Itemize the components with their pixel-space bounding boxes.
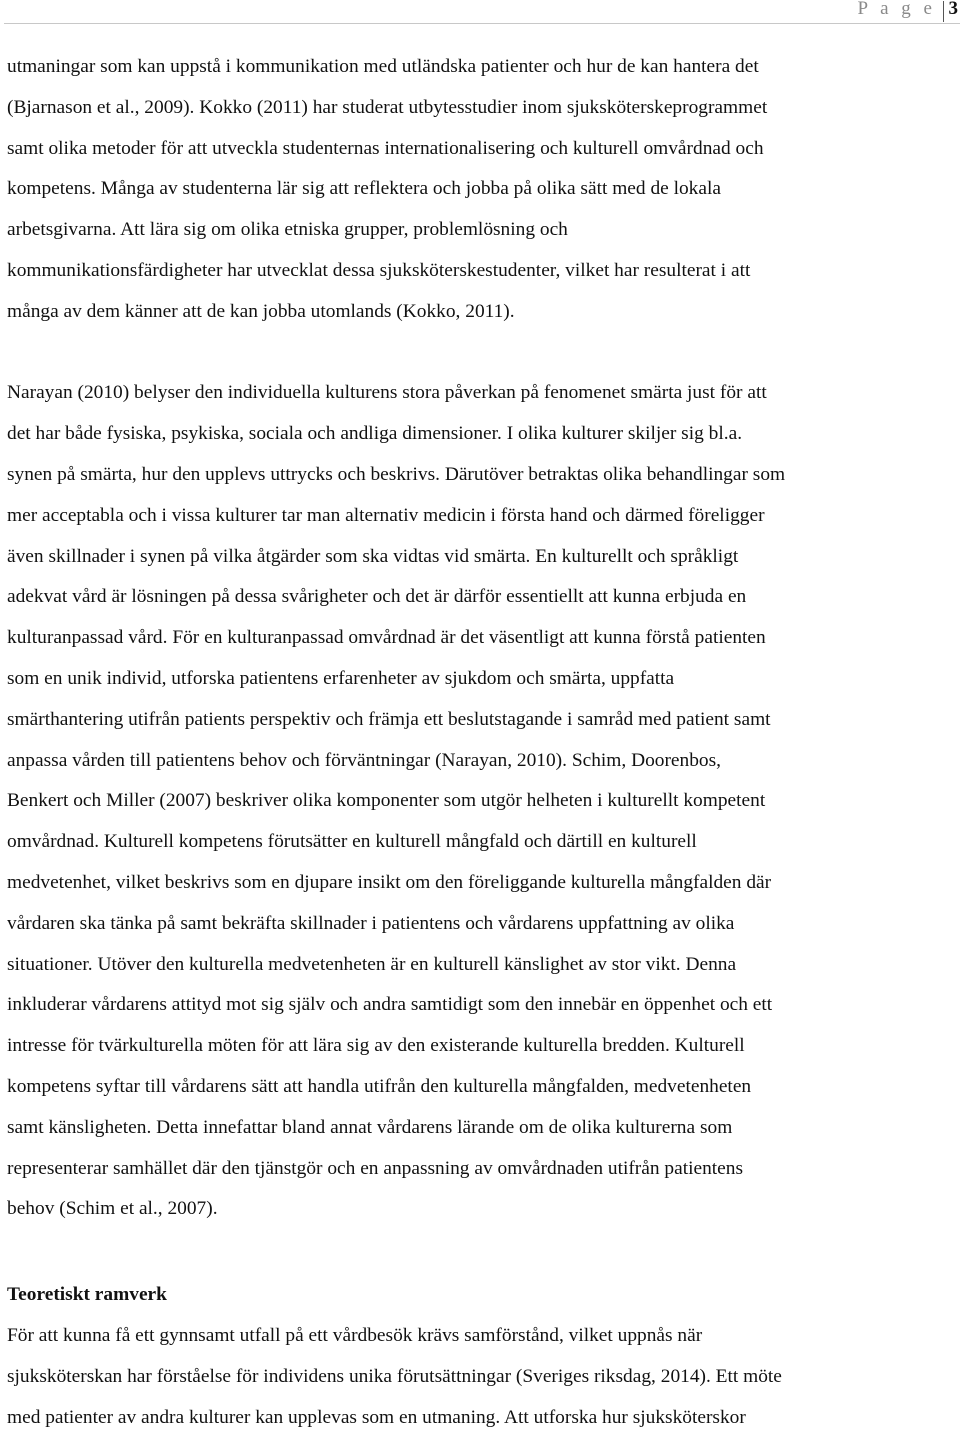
page-number-divider xyxy=(943,1,944,22)
paragraph-cultural-competence: Narayan (2010) belyser den individuella kulturens stora påverkan på fenomenet smärta just för att det har både fysiska, psykiska, sociala och andliga dimensioner. I olika kulturer skiljer sig bl.a. synen på smärta, hur den upplevs uttrycks och beskrivs. Därutöver betraktas olika behandlingar som mer acceptabla och i vissa kulturer tar man alternativ medicin i första hand och därmed föreligger även skillnader i synen på vilka åtgärder som ska vidtas vid smärta. En kulturellt och språkligt adekvat vård är lösningen på dessa svårigheter och det är därför essentiellt att kunna erbjuda en kulturanpassad vård. För en kulturanpassad omvårdnad är det väsentligt att kunna förstå patienten som en unik individ, utforska patientens erfarenheter av sjukdom och smärta, uppfatta smärthantering utifrån patients perspektiv och främja ett beslutstagande i samråd med patient samt anpassa vården till patientens behov och förväntningar (Narayan, 2010). Schim, Doorenbos, Benkert och Miller (2007) beskriver olika komponenter som utgör helheten i kulturellt kompetent omvårdnad. Kulturell kompetens förutsätter en kulturell mångfald och därtill en kulturell medvetenhet, vilket beskrivs som en djupare insikt om den föreliggande kulturella mångfalden där vårdaren ska tänka på samt bekräfta skillnader i patientens och vårdarens uppfattning av olika situationer. Utöver den kulturella medvetenheten är en kulturell känslighet av stor vikt. Denna inkluderar vårdarens attityd mot sig själv och andra samtidigt som den innebär en öppenhet och ett intresse för tvärkulturella möten för att lära sig av den existerande kulturella bredden. Kulturell kompetens syftar till vårdarens sätt att handla utifrån den kulturella mångfalden, medvetenheten samt känsligheten. Detta innefattar bland annat vårdarens lärande om de olika kulturerna som representerar samhället där den tjänstgör och en anpassning av omvårdnaden utifrån patientens behov (Schim et al., 2007). xyxy=(7,382,786,1220)
page-header xyxy=(0,0,960,26)
paragraph-spacer xyxy=(7,333,959,374)
page-number: 3 xyxy=(948,0,958,19)
paragraph-theoretical-framework: För att kunna få ett gynnsamt utfall på ett vårdbesök krävs samförstånd, vilket uppnås när sjuksköterskan har förståelse för individens unika förutsättningar (Sveriges riksdag, 2014). Ett möte med patienter av andra kulturer kan upplevas som en utmaning. Att utforska hur sjuksköterskor xyxy=(7,1325,782,1428)
section-spacer xyxy=(7,1230,959,1282)
paragraph-exchange-studies: utmaningar som kan uppstå i kommunikation med utländska patienter och hur de kan hantera det (Bjarnason et al., 2009). Kokko (2011) har studerat utbytesstudier inom sjuksköterskeprogrammet samt olika metoder för att utveckla studenternas internationalisering och kulturell omvårdnad och kompetens. Många av studenterna lär sig att reflektera och jobba på olika sätt med de lokala arbetsgivarna. Att lära sig om olika etniska grupper, problemlösning och kommunikationsfärdigheter har utvecklat dessa sjuksköterskestudenter, vilket har resulterat i att många av dem känner att de kan jobba utomlands (Kokko, 2011). xyxy=(7,56,768,322)
page-label: P a g e xyxy=(857,0,936,19)
header-rule xyxy=(4,23,960,24)
section-heading: Teoretiskt ramverk xyxy=(7,1284,167,1306)
document-body xyxy=(7,47,959,1439)
